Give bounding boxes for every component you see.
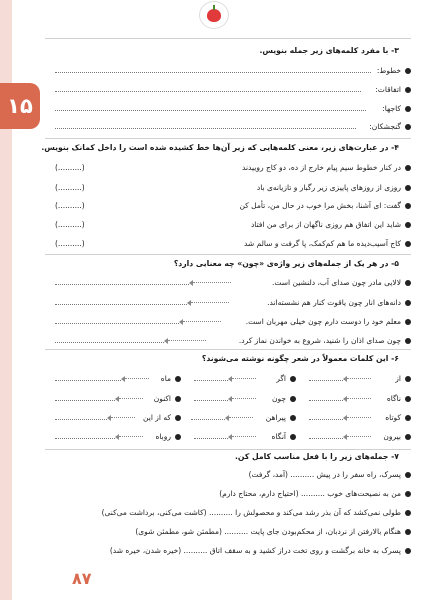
dotted-answer-line[interactable] [55,304,187,305]
q6-row [50,394,411,406]
divider [45,449,411,450]
dotted-answer-line[interactable] [55,284,189,285]
dotted-answer-line[interactable] [309,419,343,420]
q3-answer-line[interactable] [50,122,411,134]
verse-text: در کنار خطوط سیم پیام خارج از ده، دو کاج روییدند [242,163,401,172]
poetry-word: از [395,374,401,383]
bullet-icon [405,241,411,247]
arrow-icon [347,417,371,418]
answer-paren[interactable]: (..........) [55,201,85,210]
bullet-icon [405,548,411,554]
dotted-answer-line [55,110,366,111]
question-4-title: ۴- در عبارت‌های زیر، معنی کلمه‌هایی که زیر آن‌ها خط کشیده شده است را داخل کمانک بنویس. [41,143,399,152]
poetry-word: چون [271,394,286,403]
q5-sentence [50,298,411,310]
question-6-title: ۶- این کلمات معمولاً در شعر چگونه نوشته می‌شوند؟ [201,354,399,363]
question-3-title: ۳- با مفرد کلمه‌های زیر جمله بنویس. [259,46,399,55]
poetry-word: پیراهن [265,413,286,422]
bullet-icon [405,87,411,93]
bullet-icon [405,472,411,478]
sentence-text: طولی نمی‌کشد که آن بذر رشد می‌کند و محصولش را .......... (کاشت می‌کنی، برداشت می‌کنی) [101,508,401,517]
q7-sentence[interactable] [50,489,411,501]
bullet-icon [405,203,411,209]
bullet-icon [175,396,181,402]
bullet-icon [175,376,181,382]
bullet-icon [405,434,411,440]
dotted-answer-line[interactable] [194,380,228,381]
q5-sentence [50,336,411,348]
q3-word: اتفاقات: [375,85,401,94]
arrow-icon [183,321,221,322]
sentence-text: چون صدای اذان را شنید، شروع به خواندن نماز کرد. [238,336,401,345]
arrow-icon [347,398,371,399]
q4-verse [50,201,411,213]
q7-sentence[interactable] [50,508,411,520]
q4-verse [50,183,411,195]
page-number: ۸۷ [72,569,92,588]
dotted-answer-line [55,72,371,73]
bullet-icon [290,396,296,402]
arrow-icon [347,378,371,379]
q3-answer-line[interactable] [50,85,411,97]
arrow-icon [193,282,231,283]
q3-answer-line[interactable] [50,104,411,116]
arrow-icon [232,398,256,399]
question-7-title: ۷- جمله‌های زیر را با فعل مناسب کامل کن. [235,452,399,461]
q7-sentence[interactable] [50,546,411,558]
bullet-icon [405,510,411,516]
sentence-text: من به نصیحت‌های خوب .......... (احتیاج دارم، محتاج دارم) [219,489,401,498]
bullet-icon [290,376,296,382]
bullet-icon [405,106,411,112]
poetry-word: بیرون [383,432,401,441]
bullet-icon [405,338,411,344]
dotted-answer-line[interactable] [55,380,121,381]
bullet-icon [405,280,411,286]
q7-sentence[interactable] [50,527,411,539]
question-5-title: ۵- در هر یک از جمله‌های زیر واژه‌ی «چون» چه معنایی دارد؟ [173,259,399,268]
q4-verse [50,239,411,251]
q3-word: خطوط: [376,66,401,75]
poetry-word: کوتاه [385,413,401,422]
dotted-answer-line[interactable] [309,380,343,381]
q4-verse [50,220,411,232]
bullet-icon [405,319,411,325]
bullet-icon [405,165,411,171]
bullet-icon [405,185,411,191]
q7-sentence[interactable] [50,470,411,482]
dotted-answer-line[interactable] [55,323,179,324]
poetry-word: که از این [143,413,171,422]
bullet-icon [405,491,411,497]
bullet-icon [405,529,411,535]
q5-sentence [50,317,411,329]
sentence-text: لالایی مادر چون صدای آب، دلنشین است. [272,278,401,287]
sentence-text: پسرک به خانه برگشت و روی تخت دراز کشید و به سقف اتاق .......... (خیره شدن، خیره شد) [109,546,401,555]
bullet-icon [405,300,411,306]
sentence-text: پسرک، راه سفر را در پیش .......... (آمد، گرفت) [248,470,401,479]
chapter-number-tab: ۱۵ [0,83,40,129]
dotted-answer-line[interactable] [55,438,115,439]
answer-paren[interactable]: (..........) [55,239,85,248]
bullet-icon [405,222,411,228]
divider [45,254,411,255]
poetry-word: اگر [276,374,286,383]
q3-word: کاجها: [382,104,401,113]
arrow-icon [232,378,256,379]
arrow-icon [168,340,206,341]
divider [45,349,411,350]
bullet-icon [405,124,411,130]
bullet-icon [290,415,296,421]
dotted-answer-line[interactable] [194,438,228,439]
dotted-answer-line[interactable] [309,400,343,401]
apple-logo-icon [207,9,221,22]
arrow-icon [229,417,253,418]
arrow-icon [191,302,229,303]
q3-word: گنجشکان: [369,122,401,131]
poetry-word: ماه [160,374,171,383]
sentence-text: هنگام بالارفتن از نردبان، از محکم‌بودن جای پایت .......... (مطمئن شو، مطمئن شوی) [135,527,401,536]
sentence-text: معلم خود را دوست دارم چون خیلی مهربان است. [245,317,401,326]
poetry-word: روباه [155,432,171,441]
q3-answer-line[interactable] [50,66,411,78]
divider [45,38,411,39]
q5-sentence [50,278,411,290]
q6-row [50,374,411,386]
poetry-word: ناگاه [386,394,401,403]
arrow-icon [125,378,149,379]
q6-row [50,413,411,425]
q4-verse [50,163,411,175]
verse-text: گفت: ای آشنا، بخش مرا خوب در حال من، تأمل کن [239,201,401,210]
arrow-icon [119,398,143,399]
bullet-icon [405,415,411,421]
poetry-word: اکنون [153,394,171,403]
dotted-answer-line[interactable] [55,400,115,401]
verse-text: شاید این اتفاق هم روزی ناگهان از برای من افتاد [250,220,401,229]
dotted-answer-line[interactable] [55,419,107,420]
dotted-answer-line[interactable] [309,438,343,439]
answer-paren[interactable]: (..........) [55,220,85,229]
bullet-icon [175,434,181,440]
answer-paren[interactable]: (..........) [55,183,85,192]
arrow-icon [232,436,256,437]
publisher-logo [199,1,229,29]
bullet-icon [405,68,411,74]
dotted-answer-line[interactable] [191,419,225,420]
bullet-icon [290,434,296,440]
dotted-answer-line[interactable] [194,400,228,401]
sentence-text: دانه‌های انار چون یاقوت کنار هم نشسته‌اند. [267,298,401,307]
verse-text: روزی از روزهای پاییزی زیر رگبار و تازیانه‌ی باد [256,183,401,192]
divider [45,138,411,139]
bullet-icon [175,415,181,421]
bullet-icon [405,376,411,382]
bullet-icon [405,396,411,402]
arrow-icon [347,436,371,437]
dotted-answer-line[interactable] [55,342,164,343]
arrow-icon [119,436,143,437]
poetry-word: آنگاه [271,432,286,441]
dotted-answer-line [55,128,356,129]
dotted-answer-line [55,91,361,92]
verse-text: کاج آسیب‌دیده ما هم کم‌کمک، پا گرفت و سالم شد [243,239,401,248]
answer-paren[interactable]: (..........) [55,163,85,172]
arrow-icon [111,417,135,418]
q6-row [50,432,411,444]
